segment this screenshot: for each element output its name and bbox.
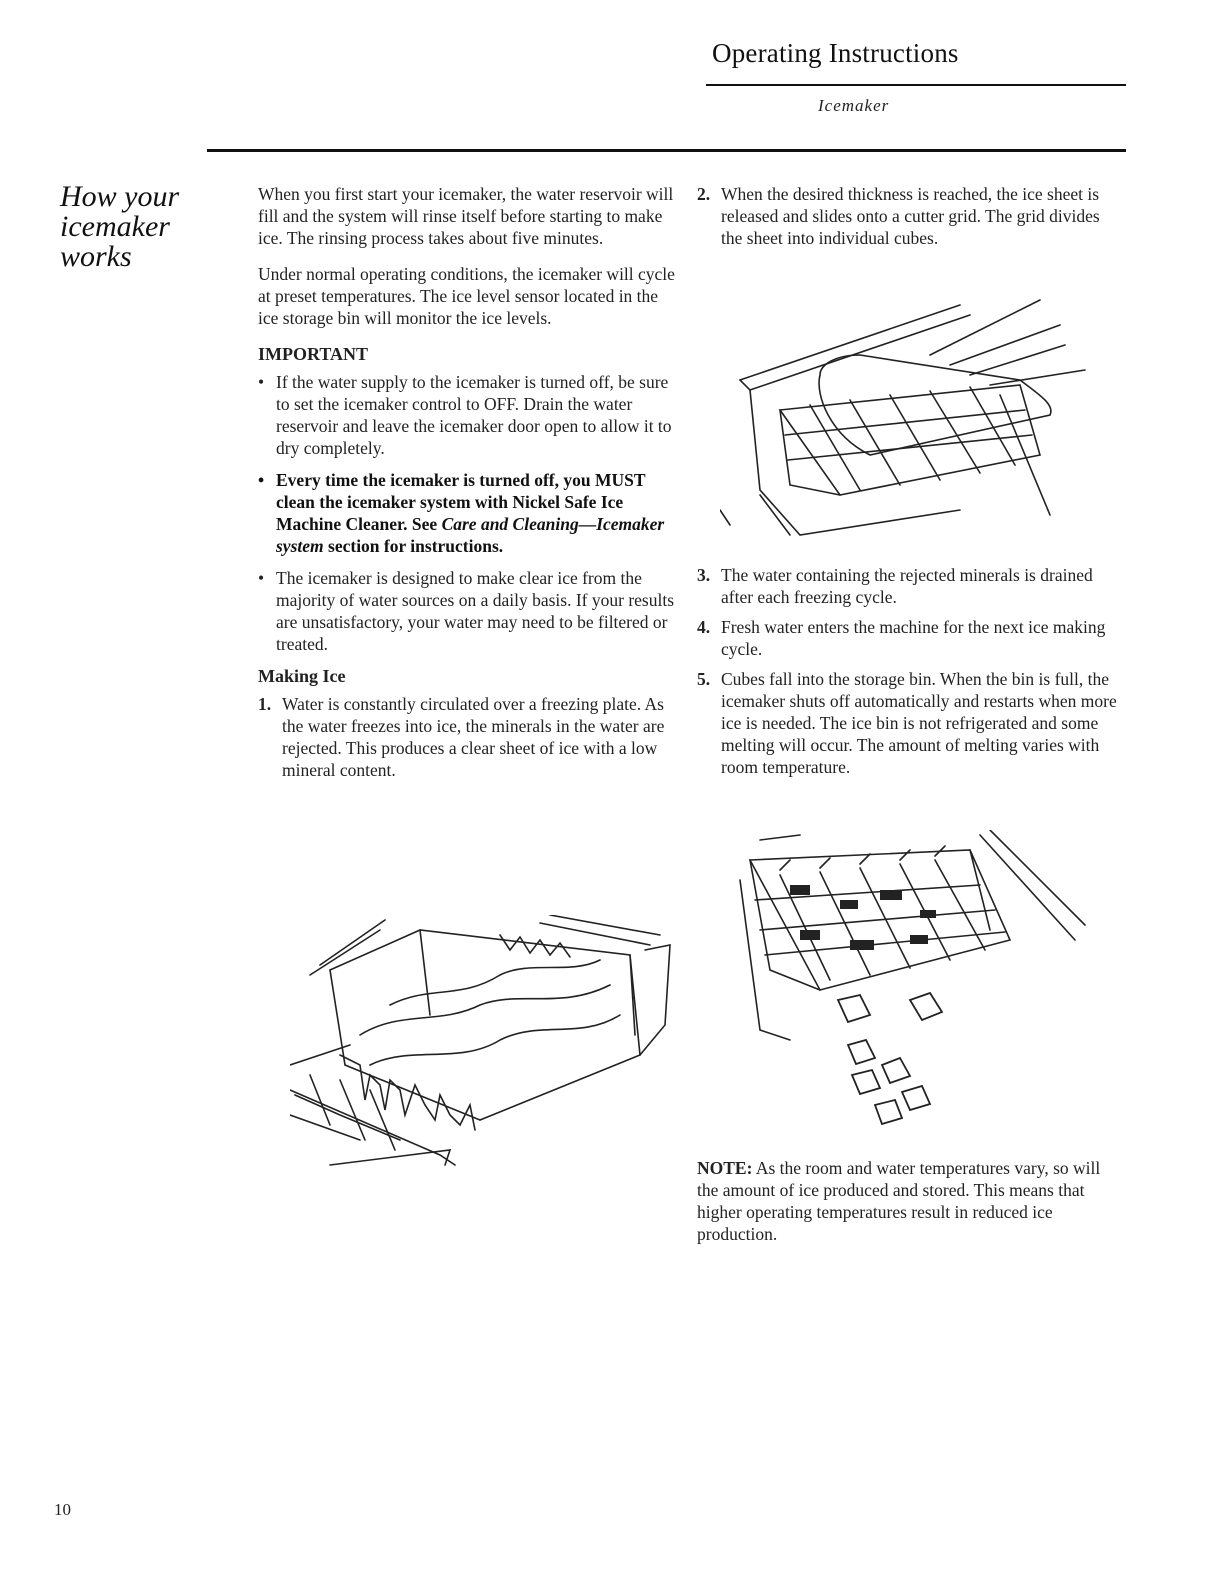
bullet-icon: •	[258, 568, 265, 588]
step-text: When the desired thickness is reached, the ice sheet is released and slides onto a cutter grid. The grid divides the sheet into individual cubes.	[721, 184, 1100, 248]
bullet-text: The icemaker is designed to make clear ice from the majority of water sources on a daily basis. If your results are unsatisfactory, your water may need to be filtered or treated.	[276, 568, 675, 654]
header-subtitle: Icemaker	[818, 96, 890, 115]
step-number: 4.	[697, 617, 711, 637]
bullet-text: Every time the icemaker is turned off, you MUST clean the icemaker system with Nickel Safe Ice Machine Cleaner. See	[276, 470, 646, 534]
bullet-water-supply	[258, 371, 678, 459]
bullet-cleaning	[258, 469, 678, 557]
left-column	[258, 183, 678, 789]
main-rule	[207, 149, 1126, 152]
cross-reference: Care and Cleaning—Icemaker system	[276, 514, 665, 556]
note-text: As the room and water temperatures vary, so will the amount of ice produced and stored. This means that higher operating temperatures result in reduced ice production.	[697, 1158, 1101, 1244]
step-text: Water is constantly circulated over a freezing plate. As the water freezes into ice, the minerals in the water are rejected. This produces a clear sheet of ice with a low mineral content.	[282, 694, 665, 780]
bullet-text-end: section for instructions.	[323, 536, 504, 556]
section-title: How your icemaker works	[60, 180, 180, 273]
bullet-clear-ice	[258, 567, 678, 655]
step-text: Cubes fall into the storage bin. When the bin is full, the icemaker shuts off automatically and restarts when more ice is needed. The ice bin is not refrigerated and some melting will occur. The amount of melting varies with room temperature.	[721, 669, 1117, 777]
step-text: Fresh water enters the machine for the next ice making cycle.	[721, 617, 1106, 659]
step-2	[697, 183, 1117, 249]
right-column-middle	[697, 564, 1117, 786]
step-5	[697, 668, 1117, 778]
note-block	[697, 1157, 1117, 1259]
making-ice-heading: Making Ice	[258, 666, 346, 686]
step-number: 2.	[697, 184, 711, 204]
storage-bin-illustration	[730, 830, 1090, 1145]
note-label: NOTE:	[697, 1158, 753, 1178]
header-title: Operating Instructions	[712, 38, 959, 68]
important-heading: IMPORTANT	[258, 344, 369, 364]
freezing-plate-illustration	[290, 915, 680, 1170]
step-3	[697, 564, 1117, 608]
bullet-icon: •	[258, 372, 265, 392]
step-1	[258, 693, 678, 781]
intro-paragraph-1: When you first start your icemaker, the water reservoir will fill and the system will rinse itself before starting to make ice. The rinsing process takes about five minutes.	[258, 184, 674, 248]
bullet-text: If the water supply to the icemaker is turned off, be sure to set the icemaker control to OFF. Drain the water reservoir and leave the icemaker door open to allow it to dry completely.	[276, 372, 672, 458]
step-number: 5.	[697, 669, 711, 689]
page-number: 10	[54, 1500, 71, 1519]
step-text: The water containing the rejected minerals is drained after each freezing cycle.	[721, 565, 1093, 607]
step-number: 3.	[697, 565, 711, 585]
bullet-icon: •	[258, 470, 265, 490]
step-number: 1.	[258, 694, 272, 714]
intro-paragraph-2: Under normal operating conditions, the icemaker will cycle at preset temperatures. The ice level sensor located in the ice storage bin will monitor the ice levels.	[258, 264, 675, 328]
header-rule	[706, 84, 1126, 86]
cutter-grid-illustration	[720, 295, 1100, 550]
step-4	[697, 616, 1117, 660]
right-column-top	[697, 183, 1117, 257]
